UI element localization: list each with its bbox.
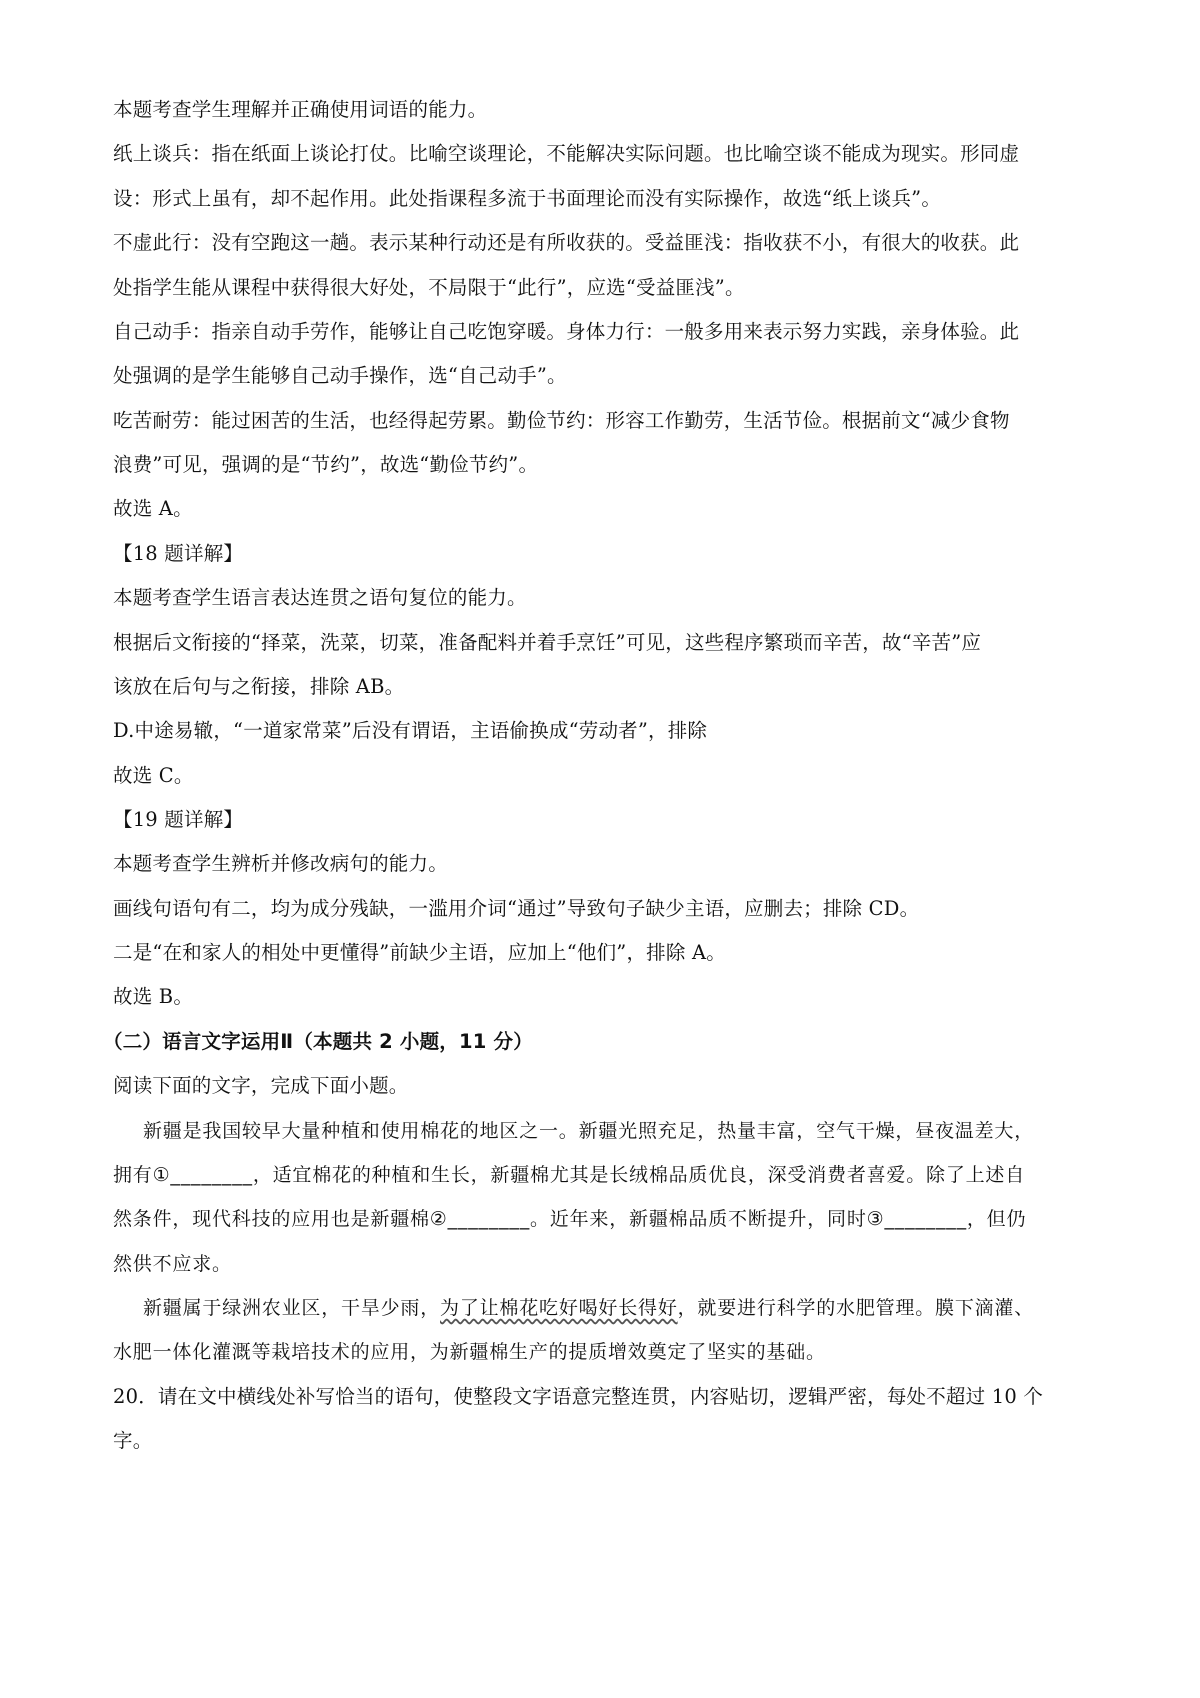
explanation-line: 吃苦耐劳：能过困苦的生活，也经得起劳累。勤俭节约：形容工作勤劳，生活节俭。根据前文“减少食物	[113, 409, 1010, 432]
answer-line: 故选 A。	[113, 497, 193, 520]
passage-text: 新疆属于绿洲农业区，干旱少雨，	[143, 1297, 441, 1319]
section-heading: （二）语言文字运用Ⅱ（本题共 2 小题，11 分）	[103, 1030, 533, 1053]
answer-line: 故选 C。	[113, 764, 194, 787]
question-detail-heading: 【19 题详解】	[113, 808, 244, 831]
explanation-line: 处强调的是学生能够自己动手操作，选“自己动手”。	[113, 364, 567, 387]
explanation-line: 二是“在和家人的相处中更懂得”前缺少主语，应加上“他们”，排除 A。	[113, 941, 726, 964]
explanation-line: D.中途易辙，“一道家常菜”后没有谓语，主语偷换成“劳动者”，排除	[113, 719, 708, 742]
underlined-sentence: 为了让棉花吃好喝好长得好	[440, 1297, 678, 1319]
passage-line: 水肥一体化灌溉等栽培技术的应用，为新疆棉生产的提质增效奠定了坚实的基础。	[113, 1341, 826, 1363]
explanation-line: 本题考查学生语言表达连贯之语句复位的能力。	[113, 586, 527, 609]
question-20: 20．请在文中横线处补写恰当的语句，使整段文字语意完整连贯，内容贴切，逻辑严密，每处不超过 10 个	[113, 1385, 1044, 1408]
passage-line: 拥有①________，适宜棉花的种植和生长，新疆棉尤其是长绒棉品质优良，深受消费者喜爱。除了上述自	[113, 1164, 1026, 1186]
passage-text: ，就要进行科学的水肥管理。膜下滴灌、	[677, 1297, 1035, 1319]
explanation-line: 不虚此行：没有空跑这一趟。表示某种行动还是有所收获的。受益匪浅：指收获不小，有很大的收获。此	[113, 231, 1020, 254]
explanation-line: 纸上谈兵：指在纸面上谈论打仗。比喻空谈理论，不能解决实际问题。也比喻空谈不能成为现实。形同虚	[113, 142, 1020, 165]
answer-line: 故选 B。	[113, 985, 194, 1008]
explanation-line: 根据后文衔接的“择菜，洗菜，切菜，准备配料并着手烹饪”可见，这些程序繁琐而辛苦，故“辛苦”应	[113, 631, 982, 654]
passage-line: 然条件，现代科技的应用也是新疆棉②________。近年来，新疆棉品质不断提升，同时③________，但仍	[113, 1208, 1027, 1230]
explanation-line: 处指学生能从课程中获得很大好处，不局限于“此行”，应选“受益匪浅”。	[113, 276, 745, 299]
question-20-continued: 字。	[113, 1429, 153, 1452]
explanation-line: 设：形式上虽有，却不起作用。此处指课程多流于书面理论而没有实际操作，故选“纸上谈兵”。	[113, 187, 942, 210]
explanation-line: 该放在后句与之衔接，排除 AB。	[113, 675, 405, 698]
explanation-line: 自己动手：指亲自动手劳作，能够让自己吃饱穿暖。身体力行：一般多用来表示努力实践，亲身体验。此	[113, 320, 1020, 343]
explanation-line: 本题考查学生辨析并修改病句的能力。	[113, 852, 448, 875]
passage-line: 新疆是我国较早大量种植和使用棉花的地区之一。新疆光照充足，热量丰富，空气干燥，昼夜温差大，	[143, 1120, 1035, 1142]
passage-line: 然供不应求。	[113, 1253, 232, 1275]
passage-line	[143, 1293, 1133, 1323]
explanation-line: 浪费”可见，强调的是“节约”，故选“勤俭节约”。	[113, 453, 539, 476]
explanation-line: 本题考查学生理解并正确使用词语的能力。	[113, 98, 488, 121]
section-instruction: 阅读下面的文字，完成下面小题。	[113, 1074, 409, 1097]
question-detail-heading: 【18 题详解】	[113, 542, 244, 565]
explanation-line: 画线句语句有二，均为成分残缺，一滥用介词“通过”导致句子缺少主语，应删去；排除 CD。	[113, 897, 920, 920]
